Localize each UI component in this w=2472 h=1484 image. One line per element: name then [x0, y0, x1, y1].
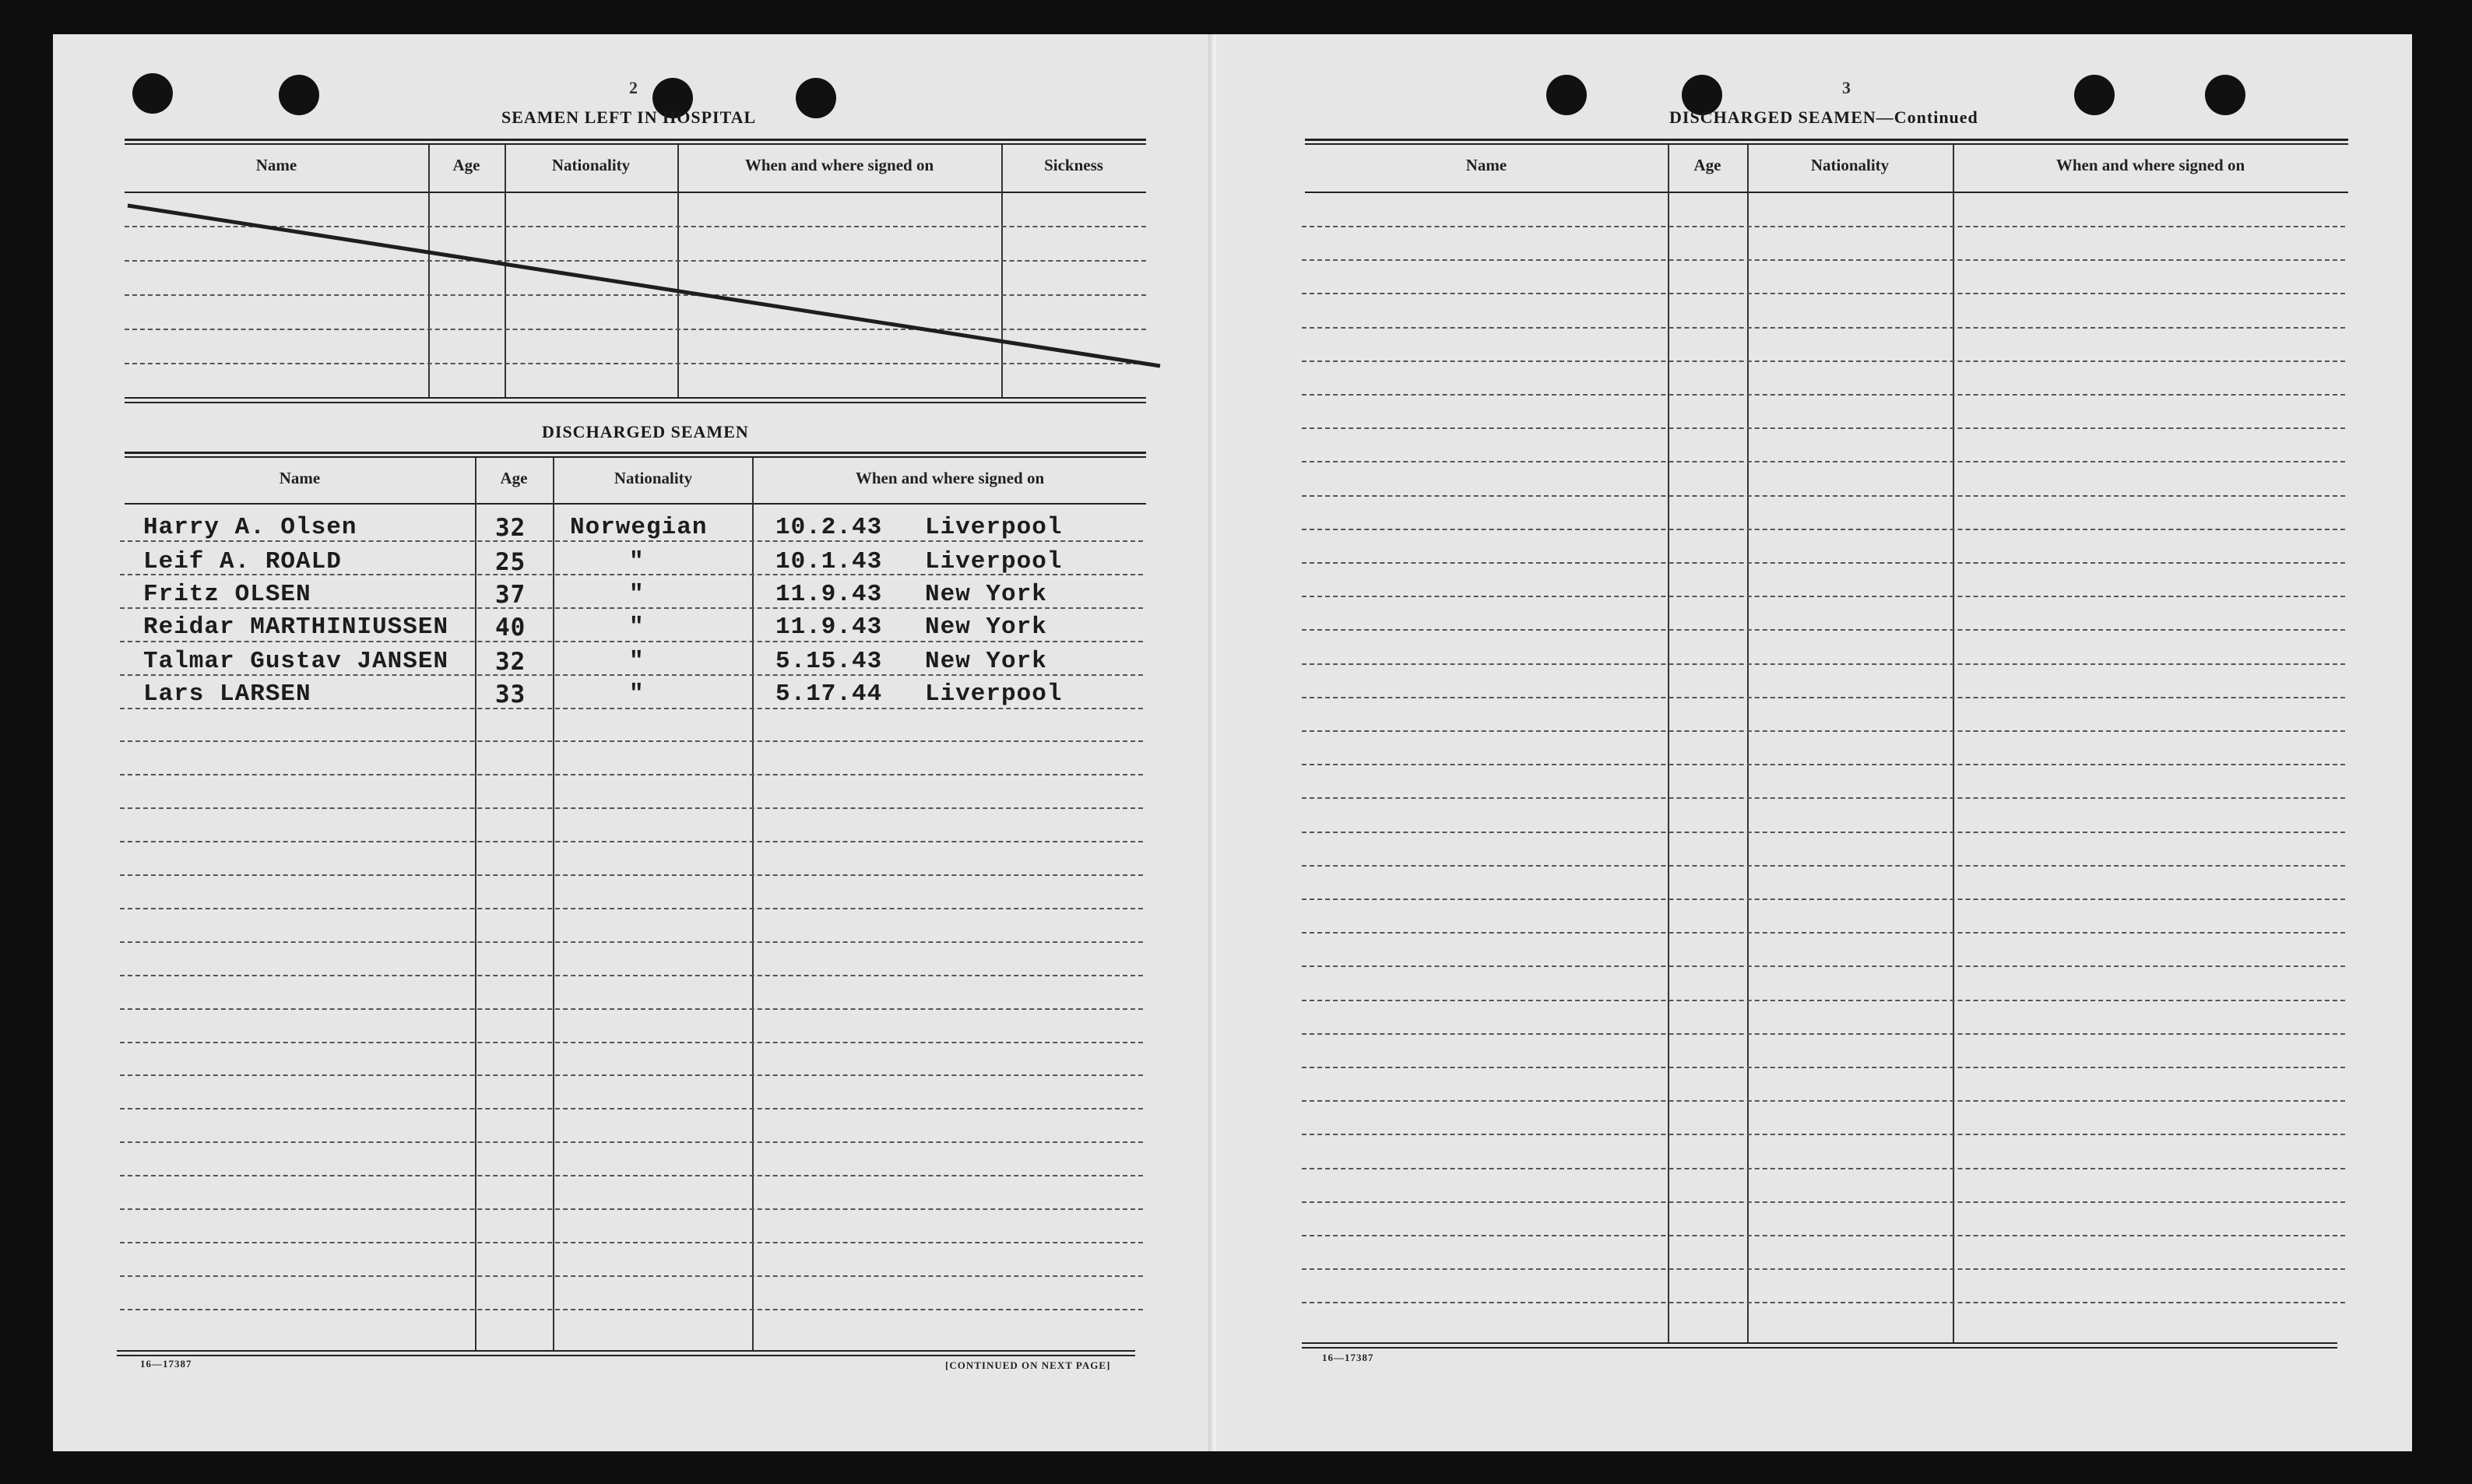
column-divider: [475, 458, 476, 1350]
table-row-line: [1302, 1100, 2345, 1102]
table-row-line: [120, 908, 1143, 909]
table-row-line: [1302, 1000, 2345, 1001]
table-row-line: [120, 740, 1143, 742]
column-header-name: Name: [255, 156, 297, 174]
table-row-line: [120, 841, 1143, 842]
signed-on-place: New York: [925, 581, 1047, 608]
signed-on-place: Liverpool: [925, 548, 1063, 575]
table-top-rule: [125, 452, 1146, 454]
table-row-line: [120, 975, 1143, 976]
table-row-line: [120, 1275, 1143, 1277]
column-header-nationality: Nationality: [614, 469, 693, 487]
table-row-line: [120, 1175, 1143, 1176]
table-bottom-rule: [117, 1355, 1135, 1356]
column-header-age: Age: [500, 469, 528, 487]
table-row-line: [1302, 562, 2345, 564]
table-row-line: [120, 874, 1143, 876]
table-row-line: [1302, 730, 2345, 732]
table-row-line: [1302, 865, 2345, 867]
table-bottom-rule: [117, 1350, 1135, 1352]
table-row-line: [1302, 663, 2345, 665]
seaman-age: 40: [495, 614, 526, 642]
table-row-line: [1302, 226, 2345, 227]
seaman-name: Lars LARSEN: [143, 680, 311, 708]
table-row-line: [1302, 360, 2345, 362]
table-row-line: [120, 1208, 1143, 1210]
table-row-line: [1302, 1067, 2345, 1068]
table-row-line: [120, 774, 1143, 775]
table-header-rule: [125, 503, 1146, 505]
table-row-line: [1302, 965, 2345, 967]
table-row-line: [1302, 259, 2345, 261]
column-header-signed-on: When and where signed on: [855, 469, 1045, 487]
table-row-line: [1302, 932, 2345, 934]
seaman-nationality: ": [629, 680, 645, 708]
table-header-rule: [1305, 192, 2348, 193]
column-header-signed-on: When and where signed on: [744, 156, 934, 174]
form-number: 16—17387: [140, 1358, 192, 1370]
continued-note: [CONTINUED ON NEXT PAGE]: [945, 1359, 1111, 1371]
table-row-line: [1302, 797, 2345, 799]
seaman-age: 32: [495, 648, 526, 676]
column-header-sickness: Sickness: [1044, 156, 1103, 174]
column-header-name: Name: [279, 469, 321, 487]
table-row-line: [120, 1242, 1143, 1243]
table-row-line: [1302, 1302, 2345, 1303]
table-row-line: [1302, 293, 2345, 294]
seaman-nationality: ": [629, 614, 645, 641]
seaman-age: 25: [495, 548, 526, 576]
seaman-nationality: Norwegian: [570, 514, 708, 541]
table-row-line: [1302, 832, 2345, 833]
discharged-section-title: DISCHARGED SEAMEN: [542, 422, 749, 441]
table-row-line: [1302, 596, 2345, 597]
seaman-name: Talmar Gustav JANSEN: [143, 648, 449, 675]
seaman-name: Fritz OLSEN: [143, 581, 311, 608]
seaman-name: Reidar MARTHINIUSSEN: [143, 614, 449, 641]
column-divider: [553, 458, 554, 1350]
table-top-rule: [1305, 139, 2348, 141]
column-header-name: Name: [1465, 156, 1507, 174]
page-number: 2: [629, 78, 638, 97]
signed-on-date: 5.15.43: [775, 648, 883, 675]
seaman-name: Harry A. Olsen: [143, 514, 357, 541]
table-row-line: [1302, 1235, 2345, 1236]
signed-on-place: Liverpool: [925, 514, 1063, 541]
seaman-age: 37: [495, 581, 526, 609]
signed-on-place: New York: [925, 648, 1047, 675]
table-row-line: [120, 1108, 1143, 1109]
table-row-line: [1302, 764, 2345, 765]
discharged-continued-title: DISCHARGED SEAMEN—Continued: [1669, 107, 1978, 127]
table-bottom-rule: [1302, 1342, 2337, 1344]
signed-on-date: 11.9.43: [775, 614, 883, 641]
signed-on-place: Liverpool: [925, 680, 1063, 708]
column-header-signed-on: When and where signed on: [2055, 156, 2245, 174]
seaman-nationality: ": [629, 581, 645, 608]
hospital-section-title: SEAMEN LEFT IN HOSPITAL: [501, 107, 757, 127]
table-row-line: [1302, 461, 2345, 462]
table-bottom-rule: [1302, 1347, 2337, 1349]
table-top-rule: [125, 456, 1146, 458]
column-header-nationality: Nationality: [1810, 156, 1890, 174]
table-row-line: [1302, 1201, 2345, 1203]
page-number: 3: [1842, 78, 1851, 97]
column-divider: [1668, 145, 1669, 1344]
seaman-name: Leif A. ROALD: [143, 548, 342, 575]
column-divider: [1953, 145, 1954, 1344]
table-row-line: [120, 1042, 1143, 1043]
table-row-line: [120, 1141, 1143, 1143]
column-header-age: Age: [452, 156, 480, 174]
column-header-age: Age: [1693, 156, 1721, 174]
table-row-line: [1302, 394, 2345, 396]
signed-on-date: 10.1.43: [775, 548, 883, 575]
column-divider: [1747, 145, 1749, 1344]
table-row-line: [1302, 629, 2345, 631]
table-row-line: [1302, 427, 2345, 429]
signed-on-date: 5.17.44: [775, 680, 883, 708]
table-row-line: [1302, 1134, 2345, 1135]
table-row-line: [1302, 529, 2345, 530]
signed-on-date: 10.2.43: [775, 514, 883, 541]
table-row-line: [1302, 898, 2345, 900]
table-row-line: [120, 1309, 1143, 1310]
table-top-rule: [1305, 143, 2348, 145]
column-header-nationality: Nationality: [551, 156, 631, 174]
signed-on-date: 11.9.43: [775, 581, 883, 608]
seaman-nationality: ": [629, 648, 645, 675]
table-row-line: [120, 1008, 1143, 1010]
table-row-line: [1302, 1033, 2345, 1035]
table-row-line: [120, 941, 1143, 943]
table-row-line: [120, 1074, 1143, 1076]
column-divider: [752, 458, 754, 1350]
table-row-line: [1302, 495, 2345, 497]
seaman-age: 33: [495, 680, 526, 709]
table-row-line: [1302, 697, 2345, 698]
seaman-age: 32: [495, 514, 526, 542]
seaman-nationality: ": [629, 548, 645, 575]
table-row-line: [120, 807, 1143, 809]
table-row-line: [1302, 1268, 2345, 1270]
table-row-line: [1302, 1168, 2345, 1169]
form-number: 16—17387: [1322, 1352, 1374, 1363]
table-row-line: [1302, 327, 2345, 329]
signed-on-place: New York: [925, 614, 1047, 641]
